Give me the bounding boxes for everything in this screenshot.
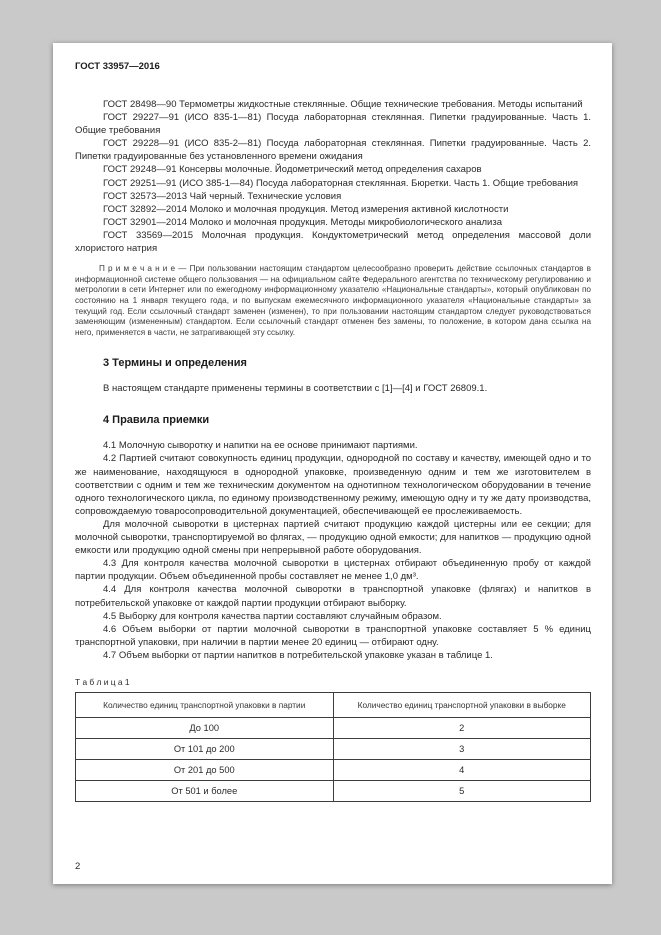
table-header-cell: Количество единиц транспортной упаковки в выборке bbox=[333, 692, 591, 717]
table-cell: От 501 и более bbox=[76, 780, 334, 801]
table-row bbox=[76, 717, 591, 738]
reference-item: ГОСТ 29251—91 (ИСО 385-1—84) Посуда лабораторная стеклянная. Бюретки. Часть 1. Общие требования bbox=[103, 177, 579, 189]
paragraph: 4.5 Выборку для контроля качества партии составляют случайным образом. bbox=[103, 610, 442, 622]
table-cell: До 100 bbox=[76, 717, 334, 738]
paragraph: 4.1 Молочную сыворотку и напитки на ее основе принимают партиями. bbox=[103, 440, 418, 452]
paragraph: 4.2 Партией считают совокупность единиц продукции, однородной по составу и качеству, имеющей одно и то же наименование, находящуюся в однородной упаковке, произведенную одним и тем же изготовителем в соответствии с одним и тем же техническим документом на однотипном технологическом оборудовании в течение одного технологического цикла, по единому производственному режиму, имеющую одну и ту же дату производства, сопровождаемую товаросопроводительной документацией, обеспечивающей ее прослеживаемость. bbox=[75, 453, 591, 517]
paragraph: 4.6 Объем выборки от партии молочной сыворотки в транспортной упаковке составляет 5 % единиц транспортной упаковки, при наличии в партии менее 20 единиц — отбирают одну. bbox=[75, 623, 591, 648]
document-body bbox=[75, 98, 591, 802]
table-cell: 5 bbox=[333, 780, 591, 801]
note-text: П р и м е ч а н и е — При пользовании настоящим стандартом целесообразно проверить действие ссылочных стандартов в информационной системе общего пользования — на официальном сайте Федерального агентства по техническому регулированию и метрологии в сети Интернет или по ежегодному информационному указателю «Национальные стандарты», который опубликован по состоянию на 1 января текущего года, и по выпускам ежемесячного информационного указателя «Национальные стандарты» за текущий год. Если ссылочный стандарт заменен (изменен), то при пользовании настоящим стандартом следует руководствоваться заменяющим (измененным) стандартом. Если ссылочный стандарт отменен без замены, то положение, в котором дана ссылка на него, применяется в части, не затрагивающей эту ссылку. bbox=[75, 264, 591, 337]
table-row bbox=[76, 780, 591, 801]
reference-item: ГОСТ 29227—91 (ИСО 835-1—81) Посуда лабораторная стеклянная. Пипетки градуированные. Часть 1. Общие требования bbox=[75, 112, 591, 137]
section-heading-terms: 3 Термины и определения bbox=[103, 357, 247, 370]
page-number: 2 bbox=[75, 861, 81, 872]
paragraph: В настоящем стандарте применены термины в соответствии с [1]—[4] и ГОСТ 26809.1. bbox=[103, 383, 488, 395]
document-title: ГОСТ 33957—2016 bbox=[75, 61, 160, 72]
reference-item: ГОСТ 28498—90 Термометры жидкостные стеклянные. Общие технические требования. Методы испытаний bbox=[103, 99, 583, 110]
table-row bbox=[76, 759, 591, 780]
reference-item: ГОСТ 32892—2014 Молоко и молочная продукция. Метод измерения активной кислотности bbox=[103, 203, 509, 215]
paragraph: Для молочной сыворотки в цистернах партией считают продукцию каждой цистерны или ее секции; для молочной сыворотки, транспортируемой во флягах, — продукцию одной емкости; для напитков — продукцию одной емкости или продукцию одной смены при непрерывной работе оборудования. bbox=[75, 518, 591, 557]
table-label: Т а б л и ц а 1 bbox=[75, 676, 130, 687]
reference-item: ГОСТ 32901—2014 Молоко и молочная продукция. Методы микробиологического анализа bbox=[103, 216, 502, 228]
reference-item: ГОСТ 32573—2013 Чай черный. Технические условия bbox=[103, 190, 342, 202]
table-cell: От 101 до 200 bbox=[76, 738, 334, 759]
reference-item: ГОСТ 29228—91 (ИСО 835-2—81) Посуда лабораторная стеклянная. Пипетки градуированные. Часть 2. Пипетки градуированные без установленного времени ожидания bbox=[75, 138, 591, 163]
reference-item: ГОСТ 29248—91 Консервы молочные. Йодометрический метод определения сахаров bbox=[103, 164, 482, 176]
paragraph: 4.3 Для контроля качества молочной сыворотки в цистернах отбирают объединенную пробу от каждой партии продукции. Объем объединенной пробы составляет не менее 1,0 дм³. bbox=[75, 558, 591, 583]
reference-item: ГОСТ 33569—2015 Молочная продукция. Кондуктометрический метод определения массовой доли хлористого натрия bbox=[75, 229, 591, 255]
table-row bbox=[76, 738, 591, 759]
table-cell: 2 bbox=[333, 717, 591, 738]
document-page bbox=[53, 43, 612, 884]
table-cell: От 201 до 500 bbox=[76, 759, 334, 780]
section-heading-rules: 4 Правила приемки bbox=[103, 414, 210, 427]
table-header-cell: Количество единиц транспортной упаковки в партии bbox=[76, 692, 334, 717]
paragraph: 4.4 Для контроля качества молочной сыворотки в транспортной упаковке (флягах) и напитков в потребительской упаковке от каждой партии продукции отбирают выборку. bbox=[75, 584, 591, 609]
table-header-row bbox=[76, 692, 591, 717]
sampling-table bbox=[75, 692, 591, 802]
table-cell: 3 bbox=[333, 738, 591, 759]
paragraph: 4.7 Объем выборки от партии напитков в потребительской упаковке указан в таблице 1. bbox=[103, 649, 493, 661]
table-cell: 4 bbox=[333, 759, 591, 780]
